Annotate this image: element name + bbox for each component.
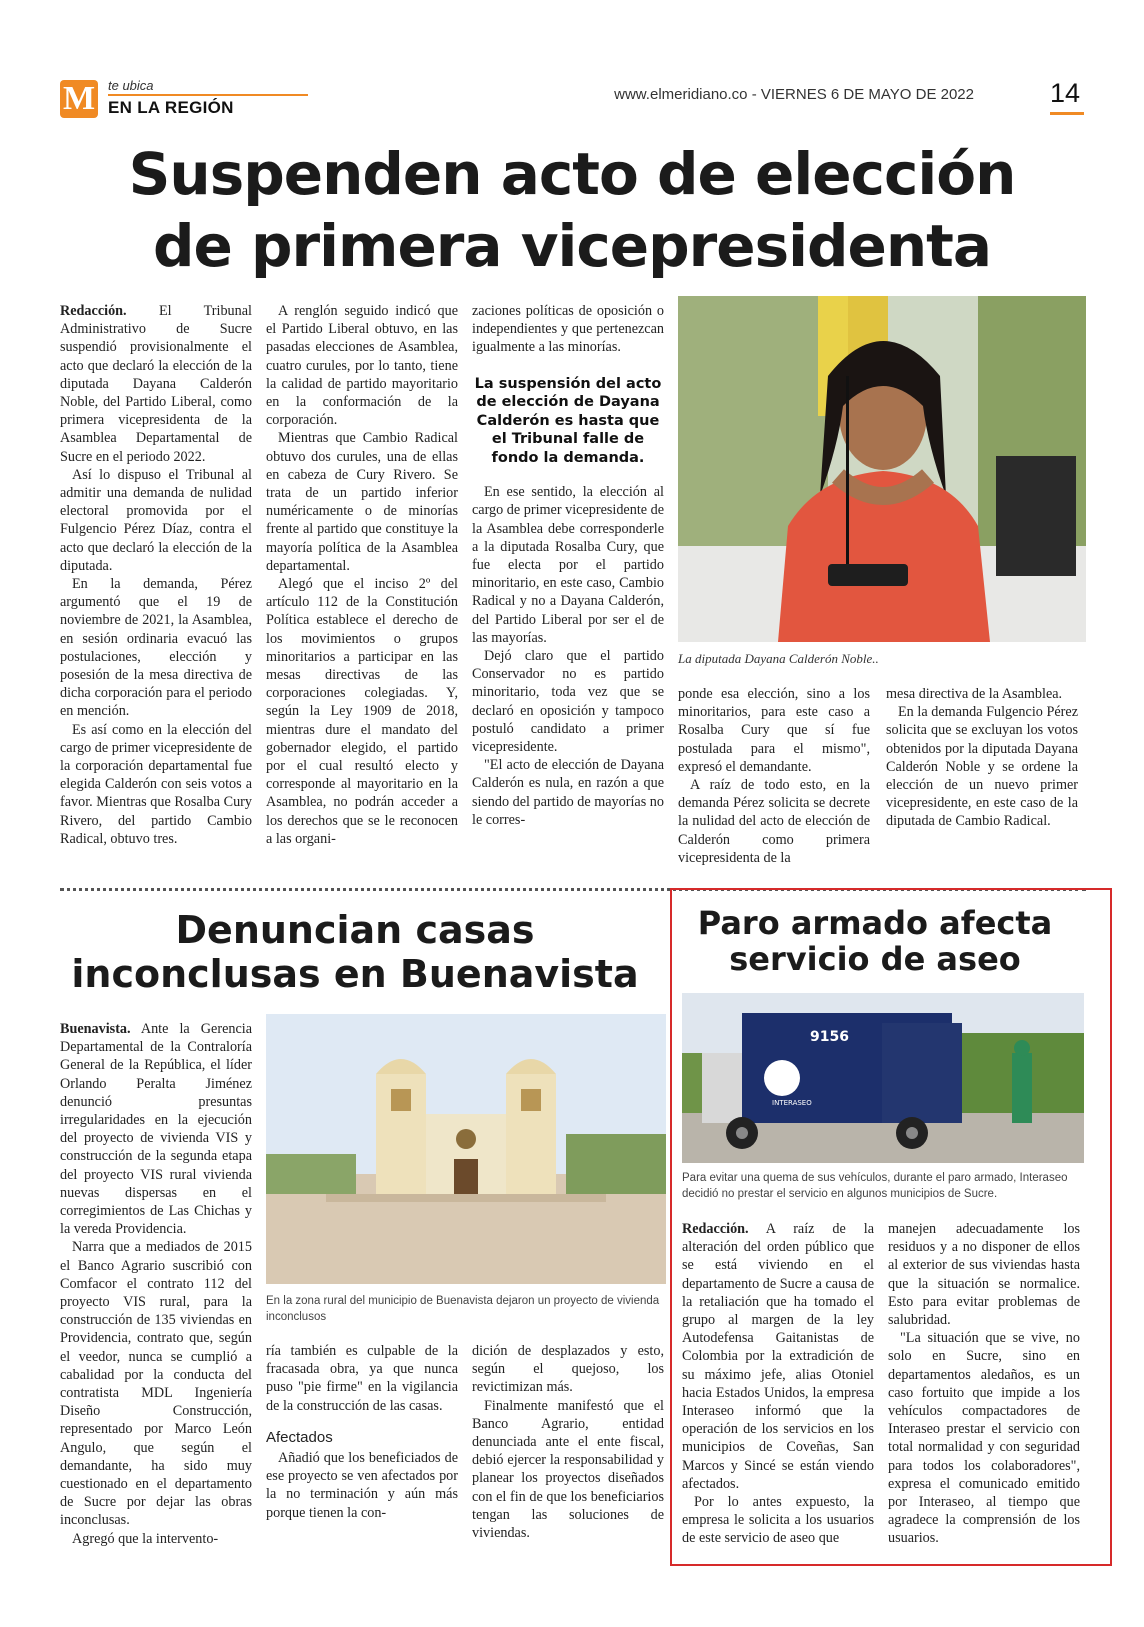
article1-column-2 bbox=[266, 302, 458, 848]
deputy-photo-caption: La diputada Dayana Calderón Noble.. bbox=[678, 651, 879, 666]
byline: Redacción. bbox=[60, 303, 127, 319]
page-number-underline bbox=[1050, 112, 1084, 115]
article2-col3-p2: Finalmente manifestó que el Banco Agrario, entidad denunciada ante el ente fiscal, debió ejercer la responsabilidad y planear los proyectos diseñados con el fin de que los beneficiarios tengan las soluciones de viviendas. bbox=[472, 1397, 664, 1542]
article1-headline-line1: Suspenden acto de elección bbox=[128, 140, 1016, 208]
garbage-truck-caption: Para evitar una quema de sus vehículos, durante el paro armado, Interaseo decidió no prestar el servicio en algunos municipios de Sucre. bbox=[682, 1172, 1068, 1200]
article2-headline bbox=[60, 908, 650, 996]
section-name: EN LA REGIÓN bbox=[108, 98, 234, 117]
article1-col4-p1: ponde esa elección, sino a los minoritarios, para este caso a Rosalba Cury que sí fue postulada para el mismo", expresó el demandante. bbox=[678, 686, 870, 775]
article1-col1-p3: En la demanda, Pérez argumentó que el 19 de noviembre de 2021, la Asamblea, en sesión ordinaria evacuó las postulaciones, elección y posesión de la mesa directiva de dicha corporación para el periodo en mención. bbox=[60, 576, 252, 720]
article3-headline-line2: servicio de aseo bbox=[729, 940, 1021, 978]
article2-column-2 bbox=[266, 1342, 458, 1522]
article1-column-3 bbox=[472, 302, 664, 829]
text: Ante la Gerencia Departamental de la Contraloría General de la República, el líder Orlando Peralta Jiménez denunció presuntas irregularidades en la ejecución del proyecto de vivienda VIS y construcción de la segunda etapa del proyecto VIS rural vivienda nuevas dispersas en el corregimientos de Las Chichas y la vereda Providencia. bbox=[60, 1021, 252, 1238]
article3-headline-line1: Paro armado afecta bbox=[697, 904, 1053, 942]
article1-col3-p3: Dejó claro que el partido Conservador no es partido minoritario, toda vez que se declaró en oposición y tampoco postuló candidato a primer vicepresidente. bbox=[472, 647, 664, 755]
article1-col5-p1: mesa directiva de la Asamblea. bbox=[886, 686, 1063, 702]
article3-headline bbox=[675, 905, 1075, 977]
article1-col1-p1 bbox=[60, 302, 252, 466]
article2-headline-line2: inconclusas en Buenavista bbox=[71, 952, 639, 996]
truck-number: 9156 bbox=[810, 1029, 849, 1045]
article2-col3-p1: dición de desplazados y esto, según el quejoso, los revictimizan más. bbox=[472, 1343, 664, 1396]
article3-col1-p2: Por lo antes expuesto, la empresa le solicita a los usuarios de este servicio de aseo que bbox=[682, 1494, 874, 1547]
church-photo-caption: En la zona rural del municipio de Buenavista dejaron un proyecto de vivienda inconclusos bbox=[266, 1295, 660, 1323]
article1-column-1 bbox=[60, 302, 252, 848]
garbage-truck-illustration bbox=[682, 993, 1084, 1163]
article1-col1-p2: Así lo dispuso el Tribunal al admitir una demanda de nulidad electoral promovida por el Fulgencio Pérez Díaz, contra el acto que declaró la elección de la diputada. bbox=[60, 466, 252, 574]
text: A raíz de la alteración del orden público que se está viviendo en el departamento de Sucre a causa de la retaliación que ha tomado el grupo al margen de la ley Autodefensa Gaitanistas de Colombia por la extradición de su máximo jefe, alias Otoniel hacia Estados Unidos, la empresa Interaseo informó que la operación de los servicios en los municipios de Coveñas, San Marcos y Sincé se están viendo afectados. bbox=[682, 1221, 874, 1492]
article1-col2-p2: Mientras que Cambio Radical obtuvo dos curules, una de ellas en cabeza de Cury Rivero. Se trata de un partido inferior numéricamente o de minorías frente al partido que constituye la mayoría política de la Asamblea departamental. bbox=[266, 430, 458, 574]
dateline: Buenavista. bbox=[60, 1021, 131, 1037]
section-kicker-small: te ubica bbox=[108, 78, 154, 93]
article2-col1-p2: Narra que a mediados de 2015 el Banco Agrario suscribió con Comfacor el contrato 112 del proyecto VIS rural, para la construcción de 135 viviendas en Providencia, contrato que, según el veedor, nunca se cumplió a cabalidad por la conducta del contratista MDL Ingeniería Diseño Construcción, representado por Marco León Angulo, que según el demandante, ha sido muy cuestionado en el departamento de Sucre por dejar las obras inconclusas. bbox=[60, 1239, 252, 1529]
church-photo-illustration bbox=[266, 1014, 666, 1284]
article1-col1-p4: Es así como en la elección del cargo de primer vicepresidente de la corporación departamental fue elegida Calderón con seis votos a favor. Mientras que Rosalba Cury Rivero, del partido Cambio Radical, obtuvo tres. bbox=[60, 721, 252, 847]
article1-headline-line2: de primera vicepresidenta bbox=[152, 212, 992, 280]
article1-col4-p2: A raíz de todo esto, en la demanda Pérez solicita se decrete la nulidad del acto de elección de Calderón como primera vicepresidenta de la bbox=[678, 777, 870, 866]
afectados-subhead: Afectados bbox=[266, 1428, 333, 1446]
article3-column-2 bbox=[888, 1220, 1080, 1548]
article1-col5-p2: En la demanda Fulgencio Pérez solicita que se excluyan los votos obtenidos por la diputada Dayana Calderón Noble y se ordene la elección de un nuevo primer vicepresidente, en este caso de la diputada de Cambio Radical. bbox=[886, 704, 1078, 830]
article1-headline bbox=[40, 138, 1104, 282]
article3-col2-p2: "La situación que se vive, no solo en Sucre, sino en departamentos aledaños, es un caso fortuito que impide a los vehículos compactadores de Interaseo prestar el servicio con total normalidad y con seguridad para todos los colaboradores", expresa el comunicado emitido por Interaseo, al tiempo que agradece la comprensión de los usuarios. bbox=[888, 1330, 1080, 1547]
article3-col1-p1 bbox=[682, 1220, 874, 1493]
article2-headline-line1: Denuncian casas bbox=[175, 908, 535, 952]
truck-brand: INTERASEO bbox=[772, 1099, 812, 1107]
newspaper-logo: M bbox=[60, 80, 98, 118]
page-number: 14 bbox=[1050, 78, 1081, 108]
article1-column-5 bbox=[886, 685, 1078, 831]
kicker-divider bbox=[108, 94, 308, 96]
article1-col3-p1: zaciones políticas de oposición o independientes y que pertenezcan igualmente a las minorías. bbox=[472, 303, 664, 356]
byline: Redacción. bbox=[682, 1221, 749, 1237]
deputy-photo-illustration bbox=[678, 296, 1086, 642]
article2-col2-p1: ría también es culpable de la fracasada obra, ya que nunca puso "pie firme" en la vigilancia de la construcción de las casas. bbox=[266, 1343, 458, 1414]
article2-col1-p3: Agregó que la intervento- bbox=[72, 1530, 219, 1547]
article2-column-1 bbox=[60, 1020, 252, 1548]
article1-col3-p2: En ese sentido, la elección al cargo de primer vicepresidente de la Asamblea debe corresponderle a la diputada Rosalba Cury, que fue electa por el partido minoritario, en este caso, Cambio Radical y no a Dayana Calderón, del Partido Liberal por ser el de las mayorías. bbox=[472, 484, 664, 646]
pull-quote: La suspensión del acto de elección de Dayana Calderón es hasta que el Tribunal falle de fondo la demanda. bbox=[474, 375, 662, 466]
article2-column-3 bbox=[472, 1342, 664, 1542]
garbage-truck-photo bbox=[682, 993, 1084, 1163]
article2-col2-p2: Añadió que los beneficiados de ese proyecto se ven afectados por la no terminación y aún más porque tienen la con- bbox=[266, 1450, 458, 1521]
article3-column-1 bbox=[682, 1220, 874, 1548]
article3-col2-p1: manejen adecuadamente los residuos y a no disponer de ellos al exterior de sus viviendas hasta que la situación se normalice. Esto para evitar problemas de salubridad. bbox=[888, 1221, 1080, 1329]
text: El Tribunal Administrativo de Sucre suspendió provisionalmente el acto que declaró la elección de la diputada Dayana Calderón Noble, del Partido Liberal, como primera vicepresidenta de la Asamblea Departamental de Sucre en el periodo 2022. bbox=[60, 303, 252, 465]
church-photo bbox=[266, 1014, 666, 1284]
article1-col2-p1: A renglón seguido indicó que el Partido Liberal obtuvo, en las pasadas elecciones de Asamblea, cuatro curules, por lo tanto, tiene la calidad de partido mayoritario en la conformación de la corporación. bbox=[266, 303, 458, 429]
masthead-date: www.elmeridiano.co - VIERNES 6 DE MAYO DE 2022 bbox=[614, 86, 974, 103]
article1-col2-p3: Alegó que el inciso 2º del artículo 112 de la Constitución Política establece el derecho de los movimientos o grupos minoritarios a participar en las mesas directivas de las corporaciones colegiadas. Y, según la Ley 1909 de 2018, mientras dure el mandato del gobernador elegido, el partido por el cual resultó electo y corresponde al mayoritario en la Asamblea, no podrán acceder a los derechos que se le reconocen a las organi- bbox=[266, 576, 458, 847]
article1-col3-p4: "El acto de elección de Dayana Calderón es nula, en razón a que siendo del partido de mayorías no le corres- bbox=[472, 757, 664, 828]
deputy-photo bbox=[678, 296, 1086, 642]
article2-col1-p1 bbox=[60, 1020, 252, 1238]
article1-column-4 bbox=[678, 685, 870, 867]
